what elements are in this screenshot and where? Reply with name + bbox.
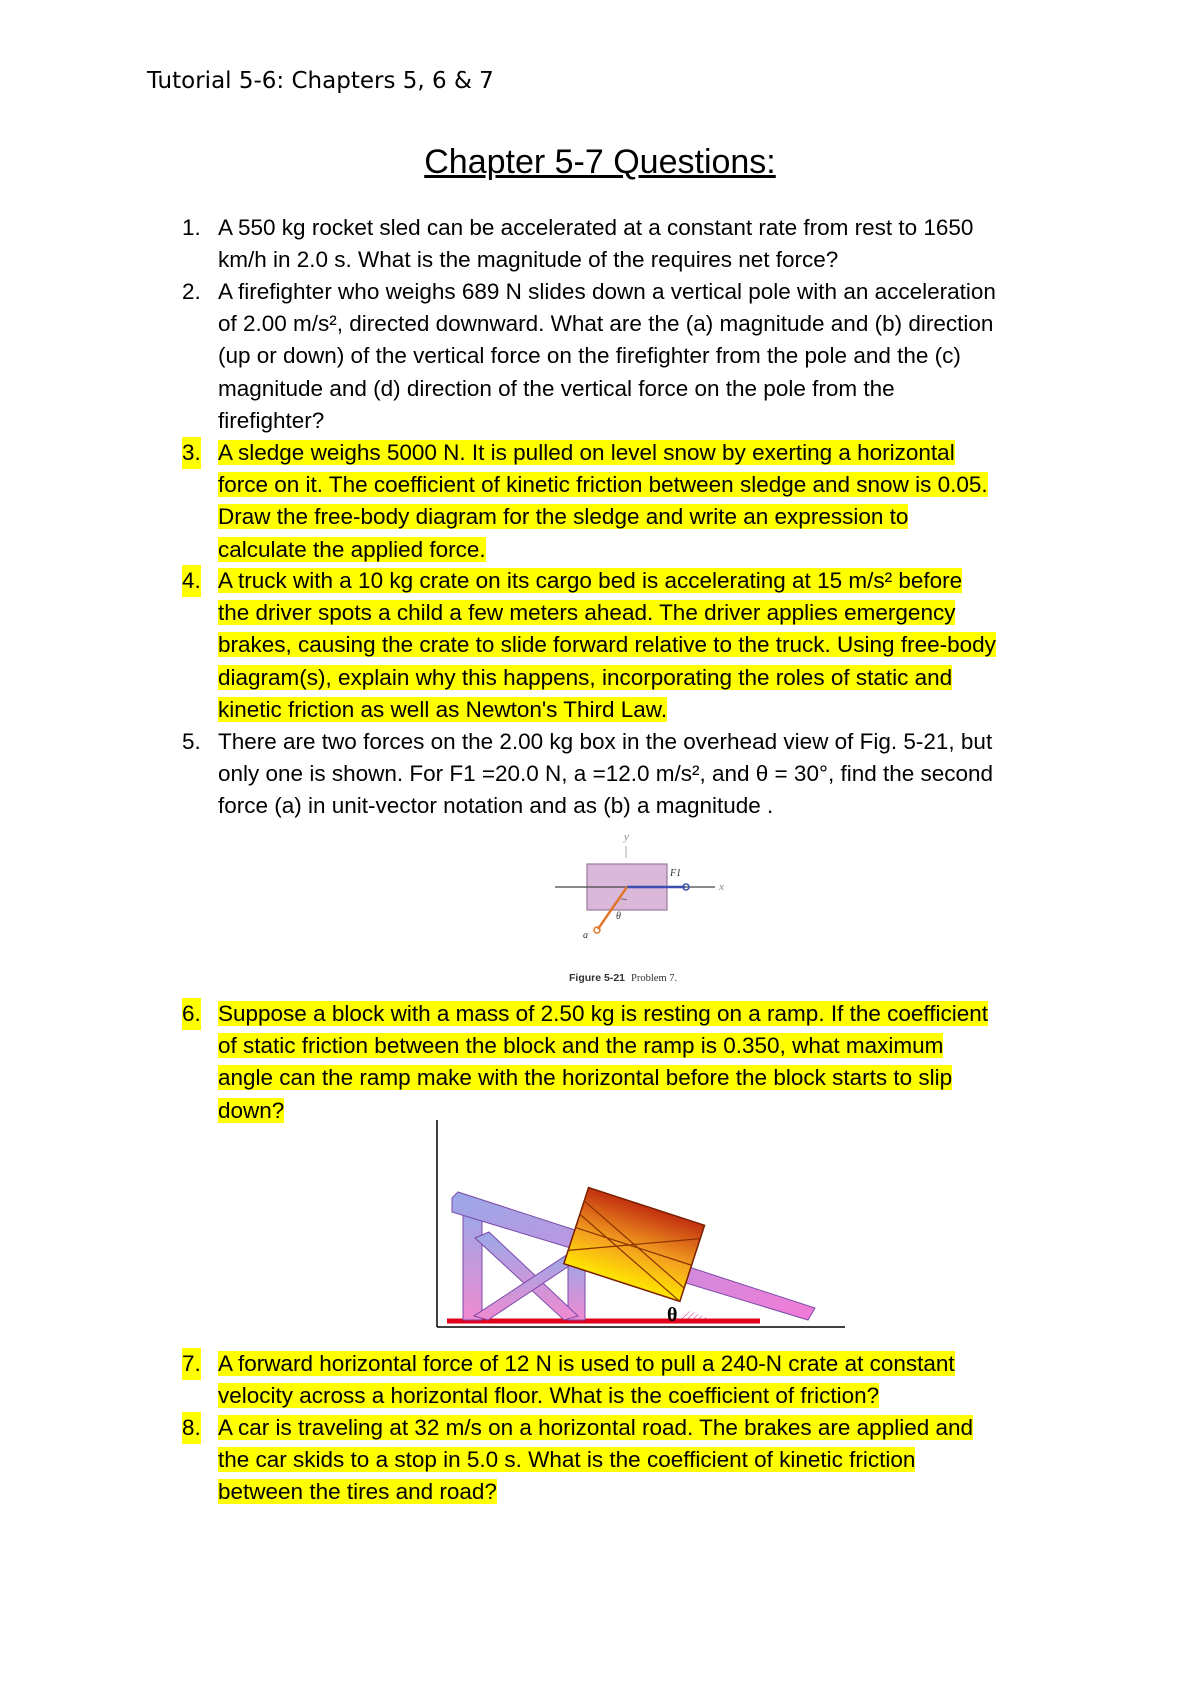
question-line: Draw the free-body diagram for the sledge and write an expression to: [218, 504, 909, 530]
figure-5-21-y-axis-label: y: [624, 831, 629, 843]
question-line: calculate the applied force.: [218, 536, 486, 562]
question-line: (up or down) of the vertical force on the firefighter from the pole and the (c): [218, 343, 961, 369]
figure-5-21: [555, 828, 735, 988]
question-line: the car skids to a stop in 5.0 s. What is the coefficient of kinetic friction: [218, 1447, 916, 1473]
figure-5-21-x-axis-label: x: [719, 881, 724, 893]
question-line: between the tires and road?: [218, 1479, 497, 1505]
question-number: 3.: [182, 437, 201, 469]
question-line: force on it. The coefficient of kinetic friction between sledge and snow is 0.05.: [218, 472, 988, 498]
question-line: firefighter?: [218, 407, 325, 433]
figure-5-21-caption: [569, 972, 677, 984]
page-title: Chapter 5-7 Questions:: [424, 143, 776, 181]
question-line: force (a) in unit-vector notation and as (b) a magnitude .: [218, 793, 774, 819]
question-line: magnitude and (d) direction of the vertical force on the pole from the: [218, 375, 895, 401]
question-line: A car is traveling at 32 m/s on a horizontal road. The brakes are applied and: [218, 1415, 974, 1440]
question-line: A forward horizontal force of 12 N is used to pull a 240-N crate at constant: [218, 1351, 955, 1376]
question-line: angle can the ramp make with the horizontal before the block starts to slip: [218, 1065, 953, 1091]
figure-5-21-theta-label: θ: [616, 911, 621, 922]
ramp-figure: [430, 1118, 850, 1338]
question-line: velocity across a horizontal floor. What is the coefficient of friction?: [218, 1383, 880, 1409]
question-number: 7.: [182, 1348, 201, 1380]
question-line: of 2.00 m/s², directed downward. What are the (a) magnitude and (b) direction: [218, 311, 994, 337]
question-line: A truck with a 10 kg crate on its cargo bed is accelerating at 15 m/s² before: [218, 568, 963, 593]
question-number: 8.: [182, 1412, 201, 1444]
ramp-theta-label: θ: [667, 1304, 678, 1326]
question-line: of static friction between the block and the ramp is 0.350, what maximum: [218, 1033, 944, 1059]
question-number: 2.: [182, 279, 201, 304]
ramp-left-leg: [463, 1210, 482, 1320]
question-line: A 550 kg rocket sled can be accelerated at a constant rate from rest to 1650: [218, 215, 974, 240]
question-line: the driver spots a child a few meters ahead. The driver applies emergency: [218, 600, 956, 626]
question-number: 6.: [182, 998, 201, 1030]
question-line: km/h in 2.0 s. What is the magnitude of the requires net force?: [218, 247, 839, 273]
question-line: A firefighter who weighs 689 N slides down a vertical pole with an acceleration: [218, 279, 996, 304]
question-line: only one is shown. For F1 =20.0 N, a =12.0 m/s², and θ = 30°, find the second: [218, 761, 994, 787]
question-line: brakes, causing the crate to slide forward relative to the truck. Using free-body: [218, 632, 996, 658]
question-number: 5.: [182, 729, 201, 754]
question-line: There are two forces on the 2.00 kg box in the overhead view of Fig. 5-21, but: [218, 729, 993, 754]
question-line: kinetic friction as well as Newton's Third Law.: [218, 696, 668, 722]
figure-5-21-caption-bold: Figure 5-21: [569, 972, 626, 984]
question-line: Suppose a block with a mass of 2.50 kg is resting on a ramp. If the coefficient: [218, 1001, 988, 1026]
figure-5-21-a-label: a: [583, 930, 588, 941]
question-line: A sledge weighs 5000 N. It is pulled on level snow by exerting a horizontal: [218, 440, 955, 465]
figure-5-21-caption-text: Problem 7.: [631, 973, 678, 984]
figure-5-21-a-arrowhead: [594, 927, 600, 933]
question-number: 1.: [182, 215, 201, 240]
question-line: down?: [218, 1097, 285, 1123]
question-line: diagram(s), explain why this happens, incorporating the roles of static and: [218, 664, 953, 690]
question-number: 4.: [182, 565, 201, 597]
page-header: Tutorial 5-6: Chapters 5, 6 & 7: [147, 68, 494, 94]
figure-5-21-f1-label: F1: [670, 868, 682, 879]
